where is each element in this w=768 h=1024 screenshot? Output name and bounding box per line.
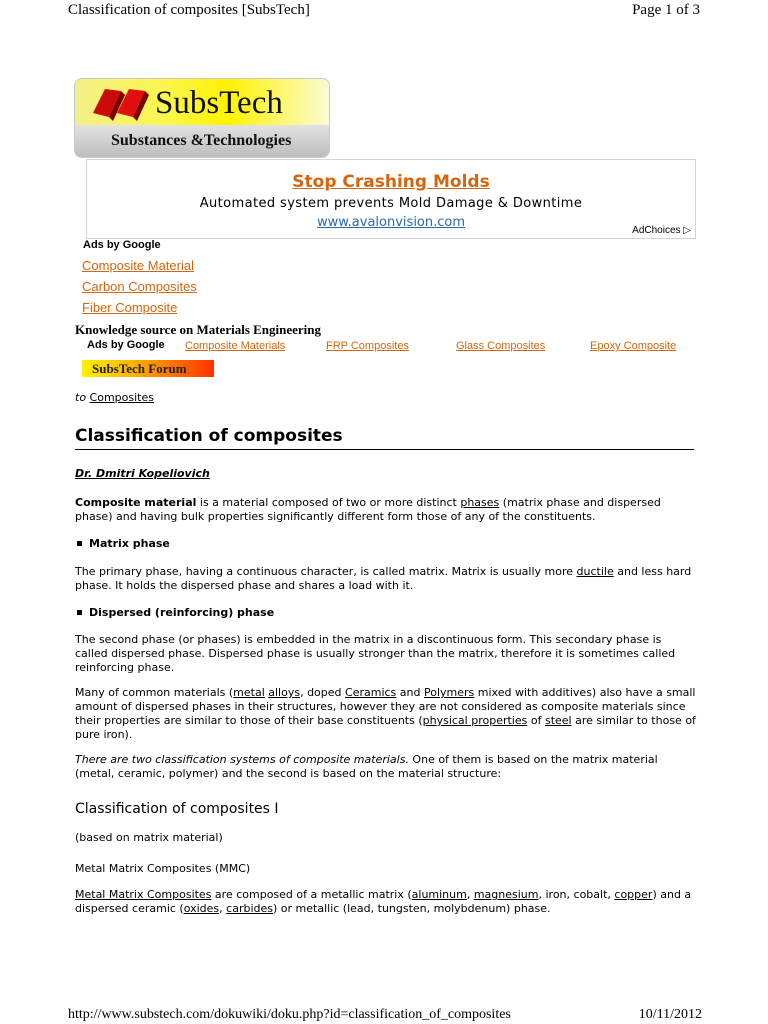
- link-oxides[interactable]: oxides: [183, 902, 220, 915]
- mmc-text-2: , iron, cobalt,: [538, 888, 615, 901]
- systems-paragraph: [75, 753, 697, 781]
- mmc-sep-1: ,: [466, 888, 474, 901]
- ad-link-epoxy-composite[interactable]: Epoxy Composite: [590, 340, 677, 352]
- common-text-4: mixed with additives) also have a small amount of dispersed phases in their structures, however they are not considered as composite materials since their properties are similar to those of their base constituents (: [75, 686, 696, 727]
- bullet-square-icon: [77, 541, 82, 546]
- intro-bold-term: Composite material: [75, 496, 197, 509]
- matrix-phase-heading: [77, 537, 170, 550]
- ad-link-composite-materials[interactable]: Composite Materials: [185, 340, 286, 352]
- breadcrumb-prefix: to: [75, 391, 87, 404]
- substech-logo[interactable]: [74, 78, 330, 158]
- link-steel[interactable]: steel: [544, 714, 572, 727]
- link-metal-matrix-composites[interactable]: Metal Matrix Composites: [75, 888, 212, 901]
- page-title: Classification of composites: [75, 426, 694, 450]
- print-footer-date: 10/11/2012: [638, 1007, 702, 1022]
- adchoices-label: AdChoices: [632, 225, 681, 236]
- ad-link-frp-composites[interactable]: FRP Composites: [326, 340, 409, 352]
- logo-tagline: Substances &Technologies: [111, 132, 292, 149]
- logo-cubes-icon: [87, 83, 151, 127]
- link-polymers[interactable]: Polymers: [423, 686, 475, 699]
- systems-italic: There are two classification systems of composite materials.: [75, 753, 409, 766]
- common-text-1: Many of common materials (: [75, 686, 234, 699]
- bullet-square-icon: [77, 610, 82, 615]
- section-heading: Classification of composites I: [75, 801, 279, 817]
- link-copper[interactable]: copper: [614, 888, 653, 901]
- link-aluminum[interactable]: aluminum: [411, 888, 467, 901]
- ad-text: Automated system prevents Mold Damage & Downtime: [199, 196, 583, 211]
- ad-link-glass-composites[interactable]: Glass Composites: [456, 340, 546, 352]
- intro-text-1: is a material composed of two or more distinct: [196, 496, 461, 509]
- author-link[interactable]: Dr. Dmitri Kopeliovich: [75, 467, 210, 480]
- intro-text-2: (matrix phase and dispersed phase) and having bulk properties significantly different form those of any of the constituents.: [75, 496, 661, 523]
- print-header-title: Classification of composites [SubsTech]: [68, 2, 310, 18]
- matrix-text-2: and less hard phase. It holds the dispersed phase and shares a load with it.: [75, 565, 692, 592]
- link-ductile[interactable]: ductile: [576, 565, 614, 578]
- matrix-text-1: The primary phase, having a continuous character, is called matrix. Matrix is usually more: [75, 565, 577, 578]
- mmc-text-3: ) and a dispersed ceramic (: [75, 888, 692, 915]
- print-header-page: Page 1 of 3: [632, 2, 700, 18]
- forum-button[interactable]: SubsTech Forum: [82, 360, 214, 377]
- common-text-3: and: [396, 686, 424, 699]
- mmc-paragraph: [75, 888, 697, 916]
- ad-banner[interactable]: [86, 159, 696, 239]
- print-footer-url: http://www.substech.com/dokuwiki/doku.php?id=classification_of_composites: [68, 1007, 511, 1022]
- link-physical-properties[interactable]: physical properties: [422, 714, 528, 727]
- mmc-text-1: are composed of a metallic matrix (: [211, 888, 412, 901]
- dispersed-paragraph: The second phase (or phases) is embedded in the matrix in a discontinuous form. This secondary phase is called dispersed phase. Dispersed phase is usually stronger than the matrix, therefore it is sometimes called reinforcing phase.: [75, 633, 676, 674]
- logo-wordmark: SubsTech: [155, 85, 283, 121]
- link-alloys[interactable]: alloys: [268, 686, 301, 699]
- intro-paragraph: [75, 496, 697, 524]
- ad-headline[interactable]: Stop Crashing Molds: [292, 172, 490, 192]
- dispersed-phase-label: Dispersed (reinforcing) phase: [89, 606, 275, 619]
- breadcrumb: [75, 391, 154, 404]
- common-materials-paragraph: [75, 686, 697, 742]
- breadcrumb-link-composites[interactable]: Composites: [89, 391, 154, 404]
- ad-link-carbon-composites[interactable]: Carbon Composites: [82, 279, 197, 294]
- common-text-5: of: [527, 714, 545, 727]
- mmc-text-4: ) or metallic (lead, tungsten, molybdenum) phase.: [273, 902, 551, 915]
- ad-link-composite-material[interactable]: Composite Material: [82, 258, 194, 273]
- common-text-6: are similar to those of pure iron).: [75, 714, 696, 741]
- dispersed-phase-heading: [77, 606, 274, 619]
- systems-text: One of them is based on the matrix material (metal, ceramic, polymer) and the second is based on the material structure:: [75, 753, 658, 780]
- adchoices-icon: ▷: [683, 225, 691, 236]
- knowledge-tagline: Knowledge source on Materials Engineering: [75, 322, 322, 337]
- section-subheading: (based on matrix material): [75, 831, 223, 844]
- link-carbides[interactable]: carbides: [226, 902, 274, 915]
- link-phases[interactable]: phases: [460, 496, 500, 509]
- link-ceramics[interactable]: Ceramics: [345, 686, 397, 699]
- ads-by-google-label[interactable]: Ads by Google: [83, 239, 161, 251]
- adchoices-link[interactable]: [632, 225, 691, 236]
- ad-link-fiber-composite[interactable]: Fiber Composite: [82, 300, 178, 315]
- ad-url[interactable]: www.avalonvision.com: [316, 215, 466, 230]
- matrix-phase-label: Matrix phase: [89, 537, 170, 550]
- mmc-heading: Metal Matrix Composites (MMC): [75, 862, 251, 875]
- matrix-paragraph: [75, 565, 697, 593]
- mmc-sep-2: ,: [219, 902, 227, 915]
- link-metal[interactable]: metal: [233, 686, 265, 699]
- ads-by-google-label-2[interactable]: Ads by Google: [87, 339, 165, 351]
- link-magnesium[interactable]: magnesium: [473, 888, 539, 901]
- common-text-2: , doped: [300, 686, 346, 699]
